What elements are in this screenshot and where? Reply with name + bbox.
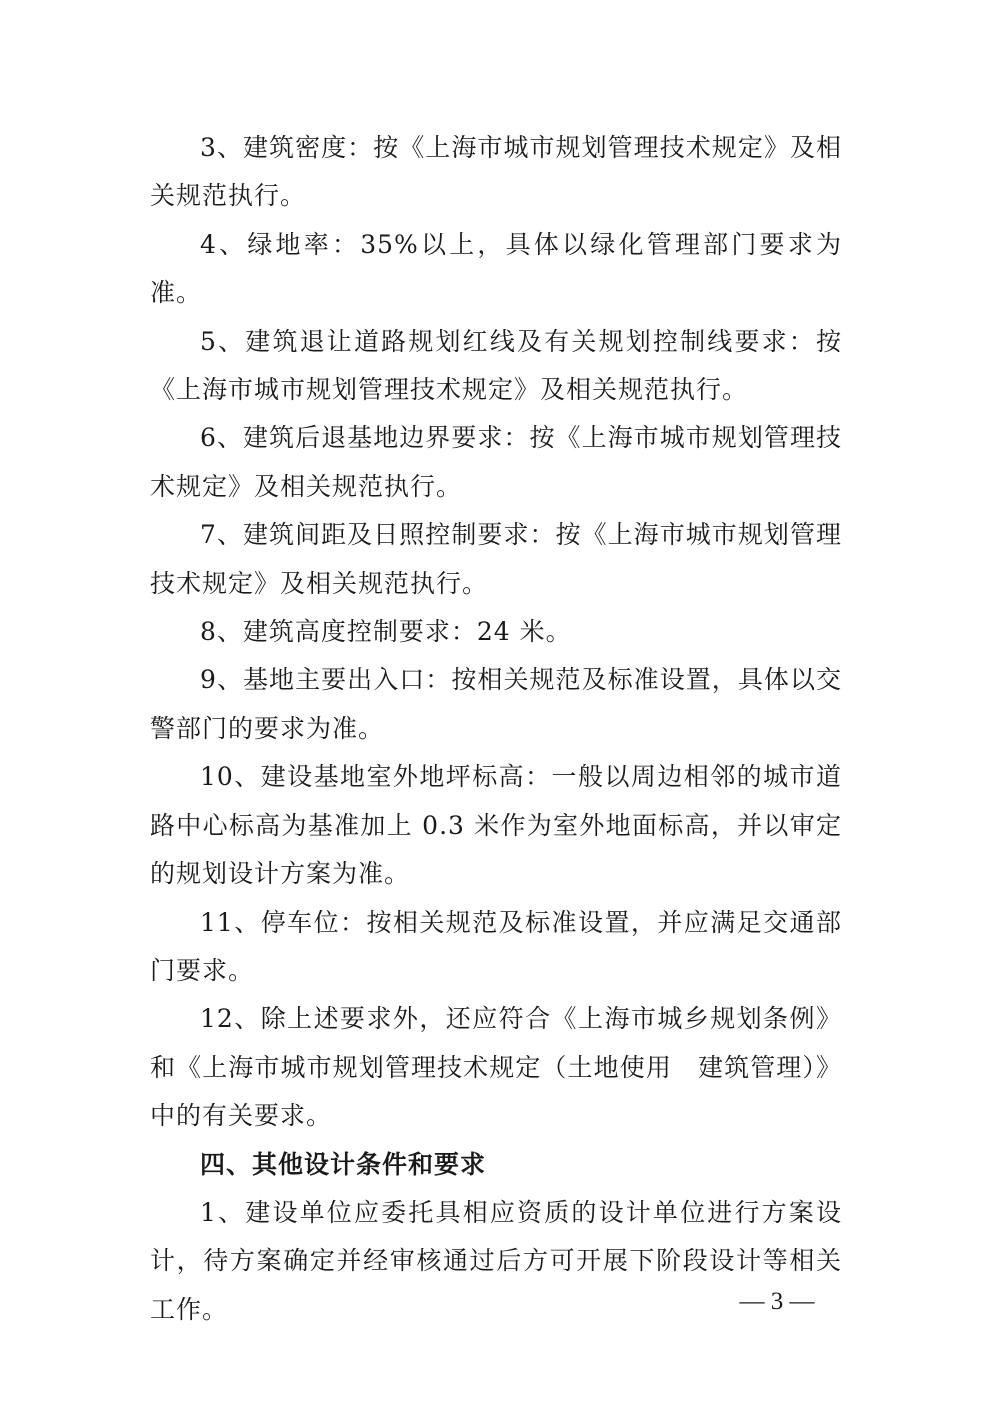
paragraph-height-limit: 8、建筑高度控制要求：24 米。 xyxy=(200,617,572,647)
paragraph-road-setback: 5、建筑退让道路规划红线及有关规划控制线要求：按《上海市城市规划管理技术规定》及相关规范执行。 xyxy=(150,326,842,405)
paragraph-other-regulations: 12、除上述要求外，还应符合《上海市城乡规划条例》和《上海市城市规划管理技术规定（土地使用 建筑管理）》中的有关要求。 xyxy=(150,1004,842,1131)
paragraph-building-density: 3、建筑密度：按《上海市城市规划管理技术规定》及相关规范执行。 xyxy=(150,133,842,211)
page-number: — 3 — xyxy=(739,1288,815,1315)
paragraph-ground-elevation: 10、建设基地室外地坪标高：一般以周边相邻的城市道路中心标高为基准加上 0.3 米作为室外地面标高，并以审定的规划设计方案为准。 xyxy=(150,762,842,889)
document-body xyxy=(150,124,842,1334)
paragraph-building-spacing: 7、建筑间距及日照控制要求：按《上海市城市规划管理技术规定》及相关规范执行。 xyxy=(150,520,842,598)
paragraph-green-ratio: 4、绿地率：35%以上，具体以绿化管理部门要求为准。 xyxy=(150,229,842,308)
paragraph-boundary-setback: 6、建筑后退基地边界要求：按《上海市城市规划管理技术规定》及相关规范执行。 xyxy=(150,423,842,501)
paragraph-main-entrance: 9、基地主要出入口：按相关规范及标准设置，具体以交警部门的要求为准。 xyxy=(150,665,842,743)
paragraph-design-commission: 1、建设单位应委托具相应资质的设计单位进行方案设计，待方案确定并经审核通过后方可开展下阶段设计等相关工作。 xyxy=(150,1197,842,1324)
section-heading: 四、其他设计条件和要求 xyxy=(200,1149,487,1179)
paragraph-parking: 11、停车位：按相关规范及标准设置，并应满足交通部门要求。 xyxy=(150,907,842,985)
